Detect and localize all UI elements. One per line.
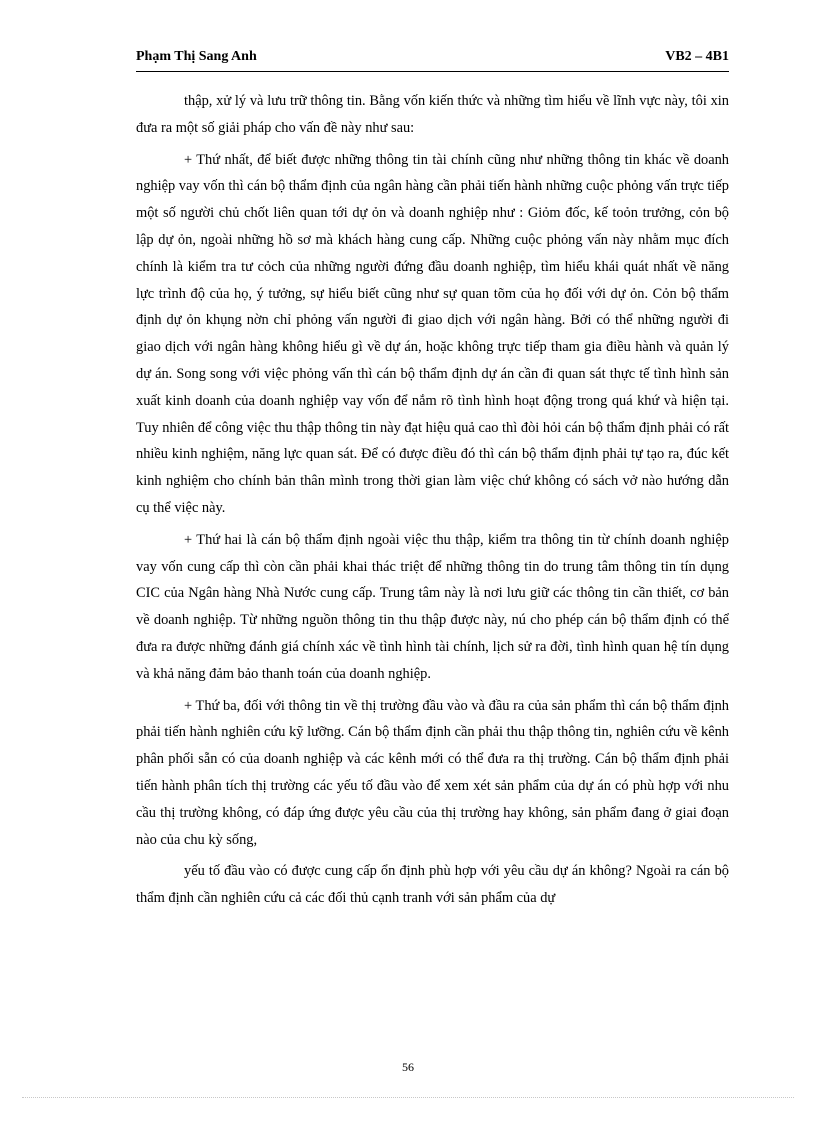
header-author: Phạm Thị Sang Anh xyxy=(136,49,257,64)
paragraph-first-solution: + Thứ nhất, để biết được những thông tin tài chính cũng như những thông tin khác về doanh nghiệp vay vốn thì cán bộ thẩm định của ngân hàng cần phải tiến hành những cuộc phỏng vấn trực tiếp một số người chủ chốt liên quan tới dự ỏn và doanh nghiệp như : Giỏm đốc, kế toỏn trưởng, cỏn bộ lập dự ỏn, ngoài những hồ sơ mà khách hàng cung cấp. Những cuộc phỏng vấn này nhằm mục đích chính là kiểm tra tư cỏch của những người đứng đầu doanh nghiệp, tìm hiểu khái quát nhất về năng lực trình độ của họ, ý tưởng, sự hiểu biết cũng như sự quan tõm của họ đối với dự ỏn. Cỏn bộ thẩm định dự ỏn khụng nờn chỉ phỏng vấn người đi giao dịch với ngân hàng. Bởi có thể những người đi giao dịch với ngân hàng không hiểu gì về dự án, hoặc không trực tiếp tham gia điều hành và quản lý dự án. Song song với việc phỏng vấn thì cán bộ thẩm định dự án cần đi quan sát thực tế tình hình sản xuất kinh doanh của doanh nghiệp vay vốn để nắm rõ tình hình hoạt động trong quá khứ và hiện tại. Tuy nhiên để công việc thu thập thông tin này đạt hiệu quả cao thì đòi hỏi cán bộ thẩm định phải có rất nhiều kinh nghiệm, năng lực quan sát. Để có được điều đó thì cán bộ thẩm định phải tự tạo ra, đúc kết kinh nghiệm cho chính bản thân mình trong thời gian làm việc chứ không có sách vở nào hướng dẫn cụ thể việc này. xyxy=(136,151,729,516)
paragraph-intro: thập, xử lý và lưu trữ thông tin. Bằng vốn kiến thức và những tìm hiểu về lĩnh vực này, tôi xin đưa ra một số giải pháp cho vấn đề này như sau: xyxy=(136,93,729,136)
paragraph-third-solution: + Thứ ba, đối với thông tin về thị trường đầu vào và đầu ra của sản phẩm thì cán bộ thẩm định phải tiến hành nghiên cứu kỹ lưỡng. Cán bộ thẩm định cần phải thu thập thông tin, nghiên cứu về kênh phân phối sẵn có của doanh nghiệp và các kênh mới có thể đưa ra thị trường. Cán bộ thẩm định phải tiến hành phân tích thị trường các yếu tố đầu vào để xem xét sản phẩm của dự án có phù hợp với nhu cầu thị trường không, có đáp ứng được yêu cầu của thị trường hay không, sản phẩm đang ở giai đoạn nào của chu kỳ sống, xyxy=(136,697,729,848)
header-class-code: VB2 – 4B1 xyxy=(665,49,729,64)
page-bottom-divider xyxy=(22,1097,794,1098)
paragraph-second-solution: + Thứ hai là cán bộ thẩm định ngoài việc thu thập, kiểm tra thông tin từ chính doanh nghiệp vay vốn cung cấp thì còn cần phải khai thác triệt để những thông tin do trung tâm thông tin tín dụng CIC của Ngân hàng Nhà Nước cung cấp. Trung tâm này là nơi lưu giữ các thông tin cần thiết, cơ bản về doanh nghiệp. Từ những nguồn thông tin thu thập được này, nú cho phép cán bộ thẩm định có thể đưa ra được những đánh giá chính xác về tình hình tài chính, lịch sử ra đời, tình hình quan hệ tín dụng và khả năng đảm bảo thanh toán của doanh nghiệp. xyxy=(136,531,729,682)
page-header xyxy=(136,49,729,72)
paragraph-continuation: yếu tố đầu vào có được cung cấp ổn định phù hợp với yêu cầu dự án không? Ngoài ra cán bộ thẩm định cần nghiên cứu cả các đối thủ cạnh tranh với sản phẩm của dự xyxy=(136,863,729,907)
page-number: 56 xyxy=(402,1060,414,1074)
body-text xyxy=(136,88,729,917)
